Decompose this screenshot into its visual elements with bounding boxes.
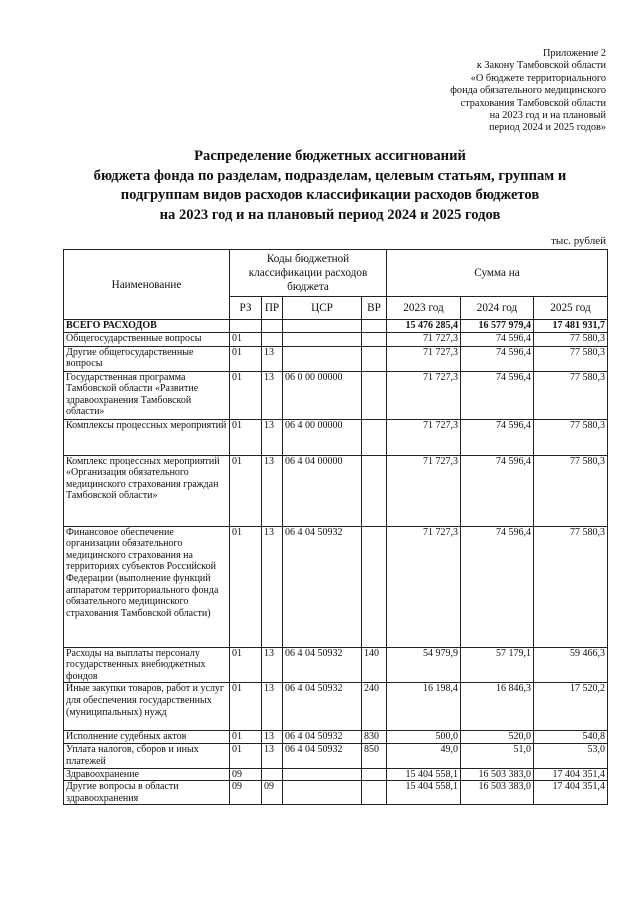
appendix-line: фонда обязательного медицинского — [450, 85, 606, 97]
cell-vr — [362, 346, 387, 371]
table-row — [64, 683, 608, 731]
table-row — [64, 455, 608, 526]
cell-pr: 13 — [262, 744, 283, 768]
header-sum: Сумма на — [387, 250, 608, 297]
table-row — [64, 320, 608, 333]
cell-vr — [362, 781, 387, 805]
header-vr: ВР — [362, 297, 387, 320]
cell-rz: 01 — [230, 731, 262, 744]
cell-y2023: 49,0 — [387, 744, 461, 768]
cell-y2025: 59 466,3 — [534, 647, 608, 683]
cell-rz: 01 — [230, 526, 262, 647]
cell-name: Расходы на выплаты персоналу государственных внебюджетных фондов — [64, 647, 230, 683]
cell-vr: 830 — [362, 731, 387, 744]
appendix-line: «О бюджете территориального — [470, 72, 606, 84]
cell-pr — [262, 320, 283, 333]
header-2025: 2025 год — [534, 297, 608, 320]
cell-y2025: 77 580,3 — [534, 419, 608, 455]
cell-rz: 01 — [230, 332, 262, 346]
cell-y2024: 51,0 — [461, 744, 534, 768]
cell-y2023: 54 979,9 — [387, 647, 461, 683]
table-row — [64, 768, 608, 781]
table-row — [64, 526, 608, 647]
cell-vr — [362, 320, 387, 333]
cell-vr — [362, 371, 387, 419]
table-row — [64, 346, 608, 371]
budget-table — [63, 249, 608, 805]
cell-vr — [362, 455, 387, 526]
cell-csr: 06 4 04 50932 — [283, 526, 362, 647]
title-line: подгруппам видов расходов классификации расходов бюджетов — [120, 187, 540, 203]
table-row — [64, 781, 608, 805]
cell-csr: 06 4 04 00000 — [283, 455, 362, 526]
cell-name: Иные закупки товаров, работ и услуг для обеспечения государственных (муниципальных) нужд — [64, 683, 230, 731]
cell-vr: 850 — [362, 744, 387, 768]
cell-y2023: 71 727,3 — [387, 346, 461, 371]
cell-y2023: 71 727,3 — [387, 526, 461, 647]
cell-csr: 06 4 04 50932 — [283, 683, 362, 731]
cell-pr: 13 — [262, 371, 283, 419]
cell-pr: 13 — [262, 683, 283, 731]
cell-y2024: 16 846,3 — [461, 683, 534, 731]
cell-vr: 140 — [362, 647, 387, 683]
cell-rz: 01 — [230, 371, 262, 419]
header-codes: Коды бюджетной классификации расходов бюджета — [230, 250, 387, 297]
cell-vr — [362, 768, 387, 781]
header-rz: РЗ — [230, 297, 262, 320]
cell-rz — [230, 320, 262, 333]
cell-name: Государственная программа Тамбовской области «Развитие здравоохранения Тамбовской области» — [64, 371, 230, 419]
cell-y2025: 17 520,2 — [534, 683, 608, 731]
cell-y2023: 71 727,3 — [387, 419, 461, 455]
cell-y2025: 77 580,3 — [534, 455, 608, 526]
cell-name: Комплекс процессных мероприятий «Организация обязательного медицинского страхования граждан Тамбовской области» — [64, 455, 230, 526]
appendix-line: на 2023 год и на плановый — [489, 110, 606, 122]
cell-csr — [283, 781, 362, 805]
cell-y2024: 520,0 — [461, 731, 534, 744]
cell-csr: 06 4 00 00000 — [283, 419, 362, 455]
cell-pr — [262, 332, 283, 346]
cell-name: Исполнение судебных актов — [64, 731, 230, 744]
header-csr: ЦСР — [283, 297, 362, 320]
cell-y2025: 77 580,3 — [534, 332, 608, 346]
header-2023: 2023 год — [387, 297, 461, 320]
cell-rz: 01 — [230, 455, 262, 526]
cell-y2025: 17 404 351,4 — [534, 781, 608, 805]
appendix-line: период 2024 и 2025 годов» — [488, 122, 606, 134]
cell-name: Общегосударственные вопросы — [64, 332, 230, 346]
cell-name: Здравоохранение — [64, 768, 230, 781]
cell-csr: 06 4 04 50932 — [283, 744, 362, 768]
cell-y2024: 16 503 383,0 — [461, 781, 534, 805]
cell-name: ВСЕГО РАСХОДОВ — [64, 320, 230, 333]
cell-y2024: 74 596,4 — [461, 526, 534, 647]
cell-y2023: 15 404 558,1 — [387, 781, 461, 805]
table-row — [64, 371, 608, 419]
cell-y2024: 74 596,4 — [461, 346, 534, 371]
cell-y2025: 540,8 — [534, 731, 608, 744]
cell-rz: 01 — [230, 647, 262, 683]
cell-y2024: 74 596,4 — [461, 371, 534, 419]
cell-rz: 09 — [230, 781, 262, 805]
appendix-line: Приложение 2 — [543, 48, 606, 59]
cell-rz: 09 — [230, 768, 262, 781]
cell-csr — [283, 332, 362, 346]
table-row — [64, 744, 608, 768]
title-line: Распределение бюджетных ассигнований — [194, 148, 466, 164]
cell-y2025: 17 404 351,4 — [534, 768, 608, 781]
document-title — [60, 147, 600, 225]
appendix-line: к Закону Тамбовской области — [476, 60, 606, 72]
cell-y2023: 71 727,3 — [387, 371, 461, 419]
cell-name: Другие общегосударственные вопросы — [64, 346, 230, 371]
cell-rz: 01 — [230, 346, 262, 371]
cell-name: Другие вопросы в области здравоохранения — [64, 781, 230, 805]
cell-csr — [283, 768, 362, 781]
cell-csr: 06 0 00 00000 — [283, 371, 362, 419]
table-row — [64, 419, 608, 455]
cell-name: Финансовое обеспечение организации обязательного медицинского страхования на территориях субъектов Российской Федерации (выполнение функций аппаратом территориального фонда обязательного медицинского страхования Тамбовской области) — [64, 526, 230, 647]
cell-y2023: 71 727,3 — [387, 455, 461, 526]
cell-y2023: 15 404 558,1 — [387, 768, 461, 781]
cell-pr: 13 — [262, 526, 283, 647]
title-line: на 2023 год и на плановый период 2024 и 2025 годов — [159, 206, 501, 223]
cell-name: Комплексы процессных мероприятий — [64, 419, 230, 455]
cell-csr — [283, 346, 362, 371]
table-body — [64, 320, 608, 805]
cell-vr — [362, 419, 387, 455]
units-label: тыс. рублей — [551, 235, 606, 247]
header-name: Наименование — [64, 250, 230, 320]
cell-y2024: 16 503 383,0 — [461, 768, 534, 781]
table-row — [64, 332, 608, 346]
cell-y2025: 77 580,3 — [534, 346, 608, 371]
cell-rz: 01 — [230, 744, 262, 768]
table-row — [64, 731, 608, 744]
header-pr: ПР — [262, 297, 283, 320]
cell-vr: 240 — [362, 683, 387, 731]
table-row — [64, 647, 608, 683]
cell-rz: 01 — [230, 419, 262, 455]
cell-y2025: 17 481 931,7 — [534, 320, 608, 333]
cell-name: Уплата налогов, сборов и иных платежей — [64, 744, 230, 768]
cell-y2024: 74 596,4 — [461, 419, 534, 455]
cell-vr — [362, 332, 387, 346]
cell-csr: 06 4 04 50932 — [283, 731, 362, 744]
cell-pr: 13 — [262, 731, 283, 744]
cell-csr — [283, 320, 362, 333]
cell-pr: 13 — [262, 346, 283, 371]
cell-y2024: 74 596,4 — [461, 332, 534, 346]
cell-y2023: 16 198,4 — [387, 683, 461, 731]
appendix-line: страхования Тамбовской области — [460, 97, 606, 109]
cell-rz: 01 — [230, 683, 262, 731]
header-2024: 2024 год — [461, 297, 534, 320]
cell-y2025: 77 580,3 — [534, 371, 608, 419]
cell-pr: 13 — [262, 419, 283, 455]
cell-y2025: 77 580,3 — [534, 526, 608, 647]
cell-y2023: 71 727,3 — [387, 332, 461, 346]
cell-csr: 06 4 04 50932 — [283, 647, 362, 683]
title-line: бюджета фонда по разделам, подразделам, целевым статьям, группам и — [93, 167, 567, 184]
appendix-note — [386, 48, 606, 135]
cell-y2025: 53,0 — [534, 744, 608, 768]
cell-vr — [362, 526, 387, 647]
cell-y2024: 74 596,4 — [461, 455, 534, 526]
cell-y2023: 15 476 285,4 — [387, 320, 461, 333]
cell-pr: 13 — [262, 455, 283, 526]
cell-pr — [262, 768, 283, 781]
cell-y2024: 57 179,1 — [461, 647, 534, 683]
cell-y2023: 500,0 — [387, 731, 461, 744]
cell-y2024: 16 577 979,4 — [461, 320, 534, 333]
cell-pr: 13 — [262, 647, 283, 683]
cell-pr: 09 — [262, 781, 283, 805]
